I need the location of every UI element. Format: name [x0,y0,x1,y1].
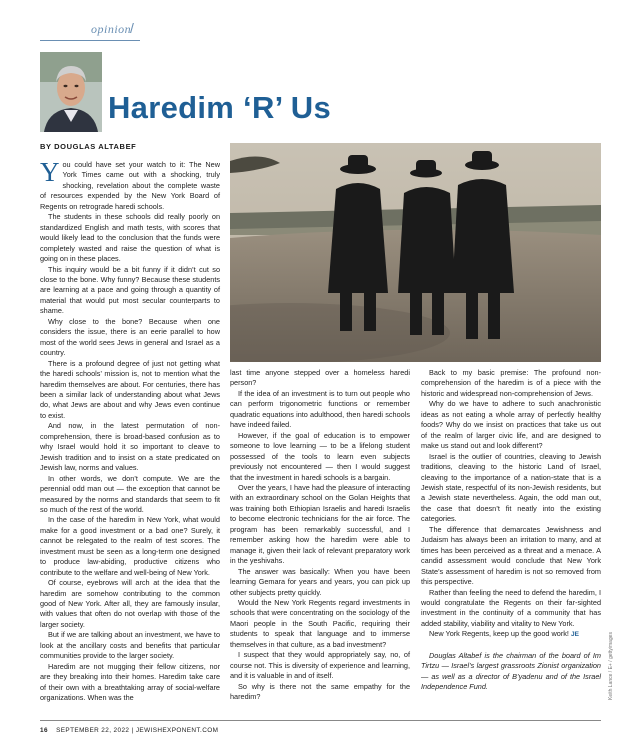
paragraph: But if we are talking about an investment, we have to look at the ancillary costs and benefits that particular communities provide to the larger society. [40,630,220,661]
paragraph: Haredim are not mugging their fellow citizens, nor are they breaking into their homes. Haredim take care of their own with a breathtaking array of social-welfare organizations. When was the [40,661,220,703]
column-3 [421,368,601,693]
paragraph: In other words, we don’t compute. We are the perennial odd man out — the exception that cannot be measured by the norms and standards that seem to fit so much of the rest of the world. [40,473,220,514]
article-photo [230,143,601,362]
paragraph: This inquiry would be a bit funny if it didn’t cut so close to the bone. Why funny? Because these students are learning at a pace and going through a quantity of material that would put most secular counterparts to shame. [40,264,220,316]
page-number: 16 [40,727,48,734]
paragraph: New York Regents, keep up the good work! JE [429,629,579,639]
headline: Haredim ‘R’ Us [108,90,332,125]
paragraph: Why close to the bone? Because when one considers the issue, there is an eerie parallel to how most of the world sees Jews in general and Israel as a country. [40,316,220,358]
section-rule [40,40,140,41]
drop-cap: Y [40,157,60,187]
end-mark: JE [570,631,579,639]
paragraph: So why is there not the same empathy for the haredim? [230,681,410,702]
footer-rule [40,720,601,721]
paragraph: In the case of the haredim in New York, what would make for a good investment or a bad one? Surely, it cannot be relegated to the realm of test scores. The investment must be seen as a long-term one designed to produce law-abiding, productive citizens who contribute to the welfare and well-being of New York. [40,515,220,577]
paragraph: You could have set your watch to it: The New York Times came out with a shocking, truly shocking, revelation about the complete waste of resources expended by the New York Board of Regents on retrograde haredi schools. [40,157,220,211]
paragraph: If the idea of an investment is to turn out people who can perform trigonometric functions or remember quadratic equations into adulthood, then haredi schools have indeed failed. [230,388,410,430]
footer-separator: | [131,727,136,734]
paragraph: Israel is the outlier of countries, cleaving to Jewish traditions, cleaving to the historic Land of Israel, cleaving to the importance of a nation-state that is a Jewish state, respectful of its non-Jewish residents, but a Jewish state nevertheless. Again, the odd man out, the case that doesn’t fit neatly into the existing categories. [421,451,601,524]
section-slash: / [130,20,134,36]
paragraph: Back to my basic premise: The profound non-comprehension of the haredim is of a piece with the historic and widespread non-comprehension of Jews. [421,368,601,398]
footer-site: JEWISHEXPONENT.COM [135,727,219,734]
paragraph: The students in these schools did really poorly on standardized English and math tests, with scores that would likely lead to the conclusion that the funds were completely wasted and raise the question of what is going on in these places. [40,212,220,264]
paragraph: The answer was basically: When you have been learning Gemara for years and years, you can pick up other subjects pretty quickly. [230,566,410,597]
paragraph: Over the years, I have had the pleasure of interacting with an extraordinary school on the Golan Heights that was training both Ethiopian Israelis and haredi Israelis to become electronic technicians for the air force. The program has been remarkably successful, and I remember asking how the haredim were able to manage it, given their lack of relevant preparatory work in the yeshivahs. [230,482,410,566]
paragraph: Would the New York Regents regard investments in schools that were concentrating on the sociology of the Maori people in the South Pacific, requiring their students to speak that language and to immerse themselves in that culture, as a bad investment? [230,597,410,649]
footer [40,727,218,734]
paragraph: Why do we have to adhere to such anachronistic ideas as not eating a whole array of perfectly healthy foods? Why do we insist on practices that take us out of the realm of larger civic life, and are designed to make us stand out and look different? [421,399,601,451]
column-2 [230,368,410,703]
author-bio: Douglas Altabef is the chairman of the board of Im Tirtzu — Israel’s largest grassroots Zionist organization — as well as a director of B’yadenu and of the Israel Independence Fund. [421,650,601,692]
paragraph: There is a profound degree of just not getting what the haredi schools’ mission is, not to mention what the haredim themselves are about. For centuries, there has been a similar lack of understanding about what Jews do, what Jews are about and why Jews even continue to exist. [40,358,220,420]
paragraph: I suspect that they would appropriately say, no, of course not. This is diversity of experience and learning, and it is valuable in and of itself. [230,650,410,681]
author-photo [40,52,102,132]
paragraph: The difference that demarcates Jewishness and Judaism has always been an irritation to many, and at times has been perceived as a threat and a menace. A candid assessment would conclude that New York State’s assessment of haredim is not so removed from this perspective. [421,524,601,587]
photo-credit: Keith Lance / E+ / gettyimages [608,632,614,700]
paragraph: last time anyone stepped over a homeless haredi person? [230,368,410,388]
section-label: opinion [91,22,132,36]
column-1 [40,157,220,704]
paragraph: Of course, eyebrows will arch at the idea that the haredim are somehow contributing to the common good of New York. After all, they are famously insular, with values that often do not overlap with those of the larger society. [40,578,220,629]
paragraph: And now, in the latest permutation of non-comprehension, there is broad-based confusion as to why Israel would hold it so important to cleave to Jewish tradition and to insist on a state predicated on Jewish law, norms and values. [40,421,220,473]
paragraph: However, if the goal of education is to empower someone to love learning — to be a lifelong student possessed of the tools to learn even subjects previously not encountered — then I would suggest that the investment in haredi schools is a bargain. [230,430,410,482]
byline: BY DOUGLAS ALTABEF [40,142,137,151]
footer-date: SEPTEMBER 22, 2022 [56,727,130,734]
paragraph: Rather than feeling the need to defend the haredim, I would congratulate the Regents on their far-sighted investment in the continuity of a community that has added stability, viability and vitality to New York. [421,587,601,628]
